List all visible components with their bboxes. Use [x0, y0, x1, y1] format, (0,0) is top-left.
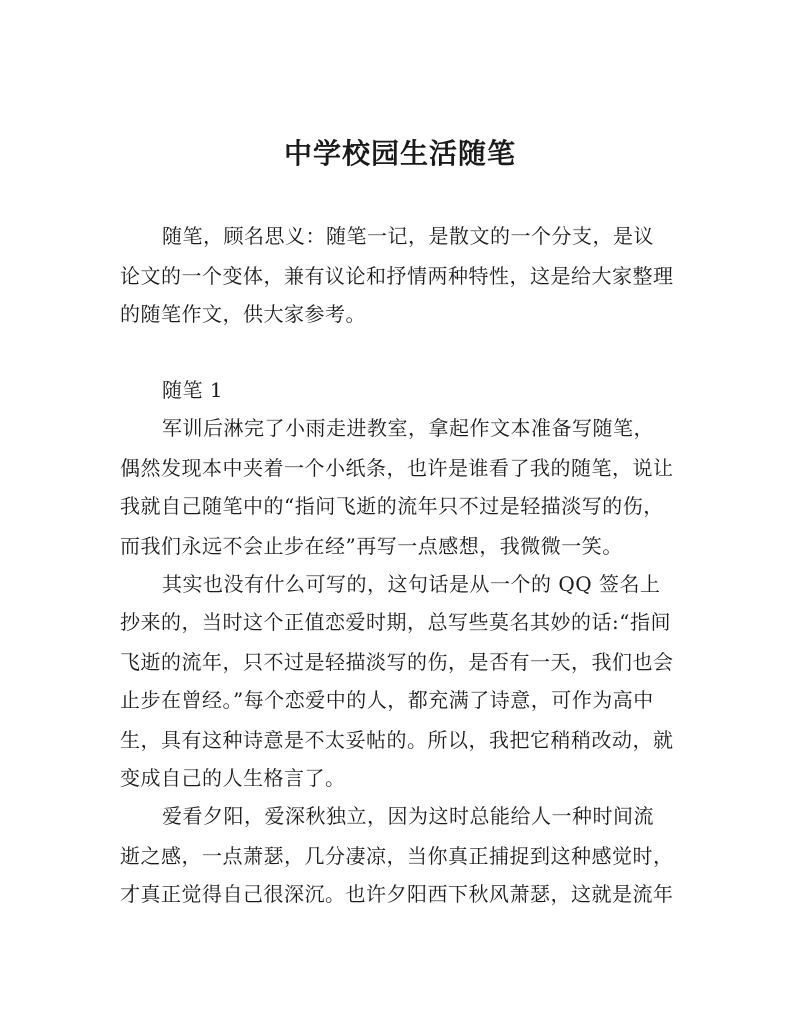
- paragraph3-line-3: 才真正觉得自己很深沉。也许夕阳西下秋风萧瑟，这就是流年: [120, 882, 674, 906]
- paragraph1-line-4: 而我们永远不会止步在经”再写一点感想，我微微一笑。: [120, 534, 623, 558]
- paragraph2-line-1: 其实也没有什么可写的，这句话是从一个的 QQ 签名上: [162, 572, 661, 596]
- document-title: 中学校园生活随笔: [283, 137, 516, 170]
- paragraph2-line-2: 抄来的，当时这个正值恋爱时期，总写些莫名其妙的话:“指间: [120, 610, 671, 634]
- intro-line-1: 随笔，顾名思义：随笔一记，是散文的一个分支，是议: [162, 224, 654, 248]
- paragraph2-line-3: 飞逝的流年，只不过是轻描淡写的伤，是否有一天，我们也会: [120, 650, 674, 674]
- section-heading: 随笔 1: [162, 378, 224, 402]
- intro-line-2: 论文的一个变体，兼有议论和抒情两种特性，这是给大家整理: [120, 264, 674, 288]
- paragraph3-line-1: 爱看夕阳，爱深秋独立，因为这时总能给人一种时间流: [162, 804, 654, 828]
- paragraph1-line-1: 军训后淋完了小雨走进教室，拿起作文本准备写随笔，: [162, 416, 654, 440]
- paragraph2-line-5: 生，具有这种诗意是不太妥帖的。所以，我把它稍稍改动，就: [120, 728, 674, 752]
- paragraph1-line-3: 我就自己随笔中的“指问飞逝的流年只不过是轻描淡写的伤，: [120, 494, 664, 518]
- paragraph2-line-6: 变成自己的人生格言了。: [120, 766, 346, 790]
- paragraph1-line-2: 偶然发现本中夹着一个小纸条，也许是谁看了我的随笔，说让: [120, 456, 674, 480]
- intro-line-3: 的随笔作文，供大家参考。: [120, 302, 366, 326]
- paragraph2-line-4: 止步在曾经。”每个恋爱中的人，都充满了诗意，可作为高中: [120, 688, 654, 712]
- paragraph3-line-2: 逝之感，一点萧瑟，几分凄凉，当你真正捕捉到这种感觉时，: [120, 844, 674, 868]
